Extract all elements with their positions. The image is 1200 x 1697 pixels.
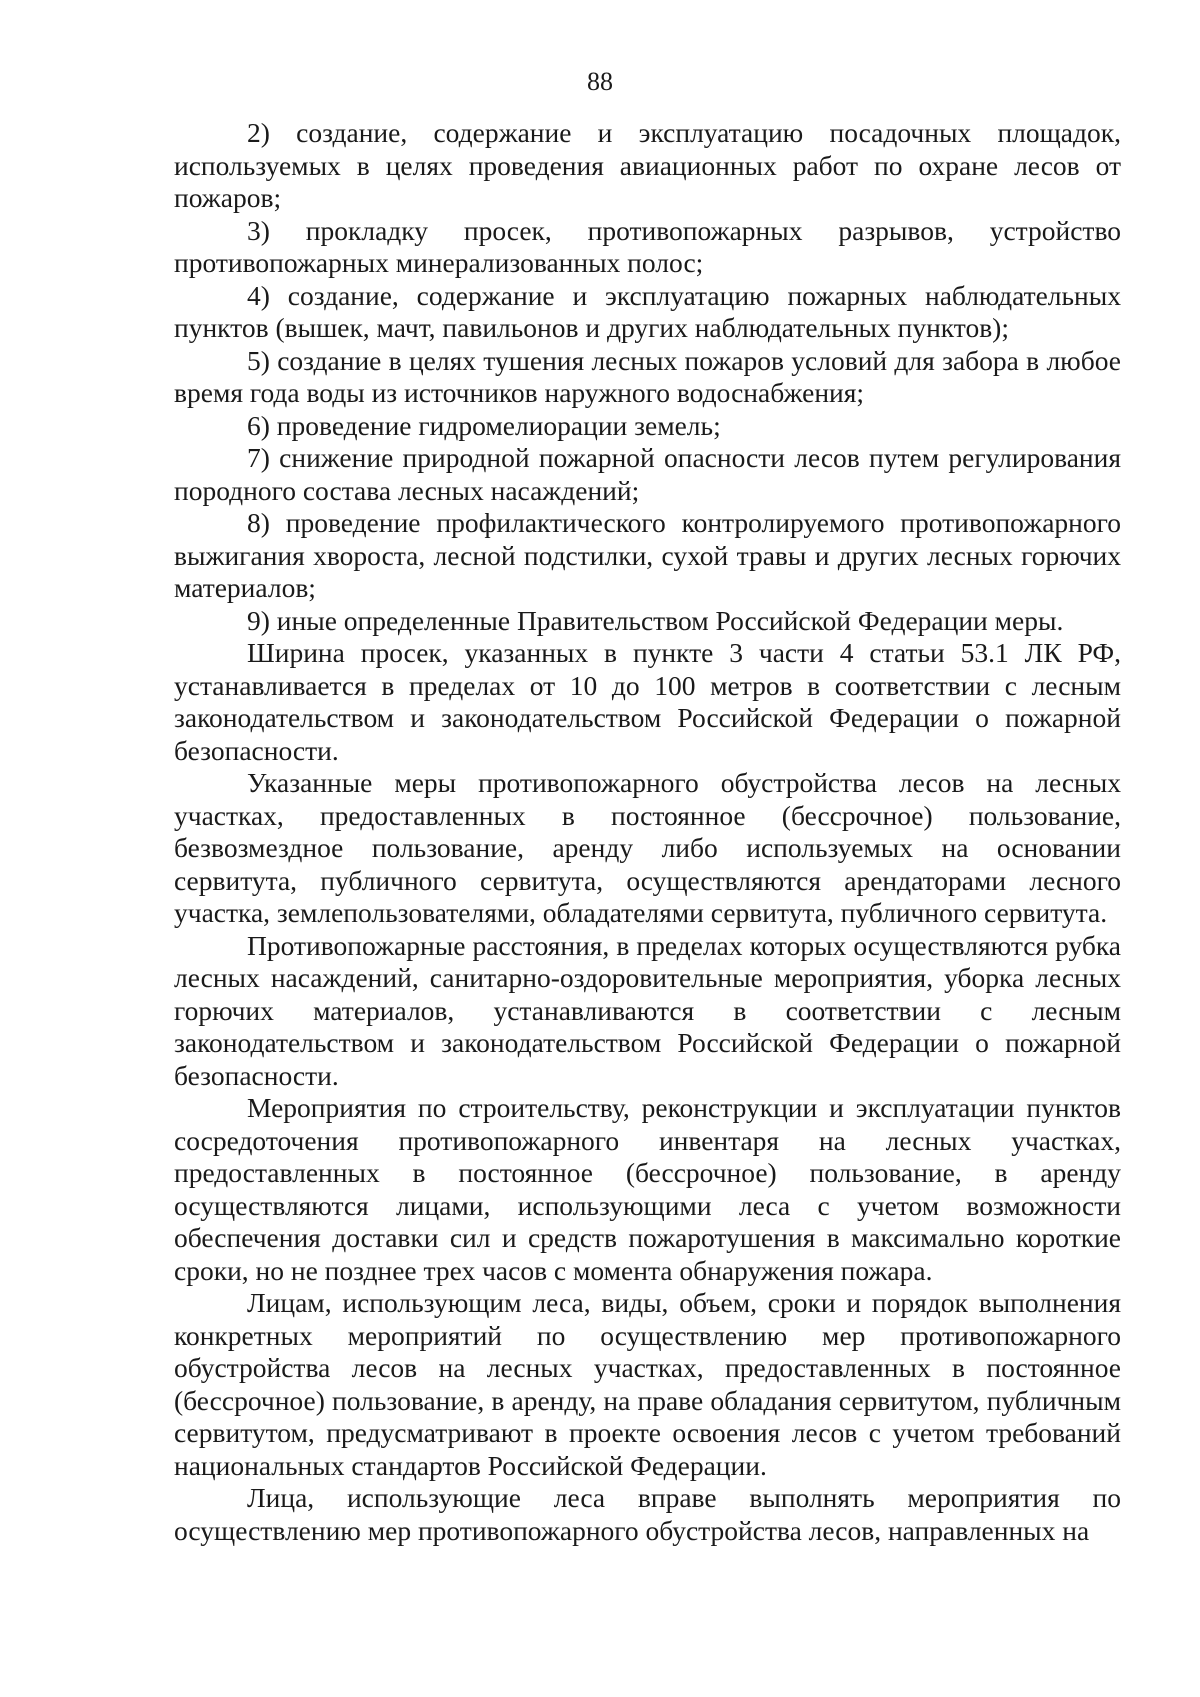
page-number: 88 <box>587 67 613 96</box>
list-item-6: 6) проведение гидромелиорации земель; <box>247 409 721 441</box>
list-item-4: 4) создание, содержание и эксплуатацию пожарных наблюдательных пунктов (вышек, мачт, павильонов и других наблюдательных пунктов); <box>174 279 1121 343</box>
list-item-2: 2) создание, содержание и эксплуатацию посадочных площадок, используемых в целях проведения авиационных работ по охране лесов от пожаров; <box>174 117 1121 213</box>
document-body <box>174 117 1121 1547</box>
list-item-5: 5) создание в целях тушения лесных пожаров условий для забора в любое время года воды из источников наружного водоснабжения; <box>174 344 1121 408</box>
paragraph-forest-plan: Лицам, использующим леса, виды, объем, сроки и порядок выполнения конкретных мероприятий по осуществлению мер противопожарного обустройства лесов на лесных участках, предоставленных в постоянное (бессрочное) пользование, в аренду, на праве обладания сервитутом, публичным сервитутом, предусматривают в проекте освоения лесов с учетом требований национальных стандартов Российской Федерации. <box>174 1287 1121 1481</box>
list-item-9: 9) иные определенные Правительством Российской Федерации меры. <box>247 604 1064 636</box>
list-item-3: 3) прокладку просек, противопожарных разрывов, устройство противопожарных минерализованных полос; <box>174 214 1121 278</box>
paragraph-rights: Лица, использующие леса вправе выполнять мероприятия по осуществлению мер противопожарного обустройства лесов, направленных на <box>174 1482 1121 1546</box>
paragraph-responsible-parties: Указанные меры противопожарного обустройства лесов на лесных участках, предоставленных в постоянное (бессрочное) пользование, безвозмездное пользование, аренду либо используемых на основании сервитута, публичного сервитута, осуществляются арендаторами лесного участка, землепользователями, обладателями сервитута, публичного сервитута. <box>174 767 1121 928</box>
paragraph-equipment-points: Мероприятия по строительству, реконструкции и эксплуатации пунктов сосредоточения противопожарного инвентаря на лесных участках, предоставленных в постоянное (бессрочное) пользование, в аренду осуществляются лицами, использующими леса с учетом возможности обеспечения доставки сил и средств пожаротушения в максимально короткие сроки, но не позднее трех часов с момента обнаружения пожара. <box>174 1092 1121 1286</box>
paragraph-fire-distances: Противопожарные расстояния, в пределах которых осуществляются рубка лесных насаждений, санитарно-оздоровительные мероприятия, уборка лесных горючих материалов, устанавливаются в соответствии с лесным законодательством и законодательством Российской Федерации о пожарной безопасности. <box>174 929 1121 1091</box>
paragraph-clearing-width: Ширина просек, указанных в пункте 3 части 4 статьи 53.1 ЛК РФ, устанавливается в пределах от 10 до 100 метров в соответствии с лесным законодательством и законодательством Российской Федерации о пожарной безопасности. <box>174 637 1121 766</box>
list-item-7: 7) снижение природной пожарной опасности лесов путем регулирования породного состава лесных насаждений; <box>174 442 1121 506</box>
list-item-8: 8) проведение профилактического контролируемого противопожарного выжигания хвороста, лесной подстилки, сухой травы и других лесных горючих материалов; <box>174 507 1121 603</box>
